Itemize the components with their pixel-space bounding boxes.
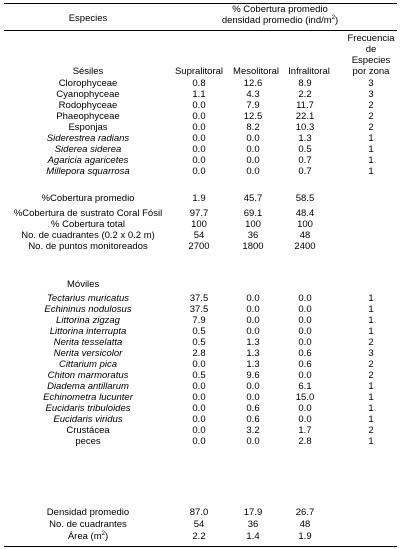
species-name: Cyanophyceae [56,89,120,100]
cell-meso: 17.9 [243,507,263,518]
cell-meso: 12.5 [243,111,263,122]
header-rule [4,30,397,31]
table-row [0,326,401,337]
cell-infra: 1.7 [298,425,312,436]
cell-supra: 0.0 [192,133,206,144]
cell-freq: 2 [368,425,374,436]
cell-freq: 1 [368,155,374,166]
species-name: Diadema antillarum [47,381,129,392]
cell-supra: 2.8 [192,348,206,359]
species-name: Millepora squarrosa [46,166,130,177]
cell-infra: 1.9 [298,531,312,542]
cell-meso: 1.3 [246,348,260,359]
table-row [0,166,401,177]
cell-freq: 1 [368,403,374,414]
cell-meso: 0.0 [246,144,260,155]
cell-supra: 0.5 [192,326,206,337]
cell-meso: 0.0 [246,155,260,166]
cell-freq: 3 [368,348,374,359]
header-cobertura-line1: % Cobertura promedio [232,4,328,15]
summary-label: No. de puntos monitoreados [28,241,148,252]
cell-supra: 0.0 [192,166,206,177]
cell-infra: 100 [297,219,313,230]
table-row [0,304,401,315]
cell-infra: 0.0 [298,326,312,337]
table-row [0,348,401,359]
cell-supra: 0.0 [192,403,206,414]
cell-meso: 1.3 [246,337,260,348]
species-name: Echinometra lucunter [43,392,133,403]
species-name: Tectarius muricatus [46,293,129,304]
summary-label: %Cobertura promedio [41,193,135,204]
cell-freq: 2 [368,337,374,348]
cell-infra: 48 [299,519,311,530]
cell-supra: 0.0 [192,111,206,122]
cell-supra: 0.5 [192,370,206,381]
cell-supra: 0.0 [192,425,206,436]
cell-supra: 0.0 [192,414,206,425]
species-name: Littorina interrupta [49,326,127,337]
cell-supra: 2.2 [192,531,206,542]
table-row [0,403,401,414]
header-sesiles: Sésiles [72,66,104,77]
species-name: Siderestrea radians [46,133,130,144]
cell-supra: 54 [193,230,205,241]
cell-supra: 0.0 [192,392,206,403]
cell-meso: 0.6 [246,414,260,425]
table-row [0,381,401,392]
header-cobertura-line2: densidad promedio $(ind/m^2)$ [221,14,339,26]
cell-supra: 1.1 [192,89,206,100]
cell-supra: 37.5 [189,293,209,304]
cell-meso: 45.7 [243,193,263,204]
cell-supra: 0.0 [192,155,206,166]
cell-freq: 1 [368,392,374,403]
cell-freq: 1 [368,436,374,447]
cell-infra: 0.6 [298,348,312,359]
cell-meso: 0.0 [246,133,260,144]
cell-supra: 0.8 [192,78,206,89]
cell-supra: 0.0 [192,100,206,111]
header-moviles: Móviles [67,279,100,290]
cell-freq: 1 [368,133,374,144]
cell-supra: 87.0 [189,507,209,518]
cell-meso: 0.0 [246,381,260,392]
cell-infra: 22.1 [295,111,315,122]
species-name: Chiton marmoratus [47,370,129,381]
summary-row [0,208,401,219]
cell-meso: 0.0 [246,315,260,326]
cell-infra: 0.5 [298,144,312,155]
cell-infra: 0.0 [298,414,312,425]
species-name: Crustácea [66,425,110,436]
cell-supra: 54 [193,519,205,530]
table-row [0,144,401,155]
cell-infra: 0.0 [298,304,312,315]
cell-supra: 0.0 [192,144,206,155]
cell-infra: 0.0 [298,293,312,304]
summary-row [0,507,401,518]
summary-row [0,531,401,542]
cell-supra: 2700 [188,241,210,252]
header-col-meso: Mesolitoral [233,66,279,77]
summary-row [0,193,401,204]
species-name: Esponjas [68,122,108,133]
cell-freq: 2 [368,100,374,111]
species-name: Littorina zigzag [56,315,120,326]
cell-infra: 48.4 [295,208,315,219]
bottom-rule [4,546,397,547]
cell-infra: 48 [299,230,311,241]
table-row [0,155,401,166]
cell-supra: 7.9 [192,315,206,326]
species-name: peces [75,436,101,447]
table-row [0,370,401,381]
cell-infra: 2.8 [298,436,312,447]
cell-freq: 1 [368,326,374,337]
cell-meso: 1800 [242,241,264,252]
summary-row [0,241,401,252]
cell-supra: 1.9 [192,193,206,204]
cell-supra: 0.0 [192,122,206,133]
summary-row [0,519,401,530]
cell-infra: 1.3 [298,133,312,144]
cell-supra: 0.5 [192,337,206,348]
table-row [0,100,401,111]
species-name: Eucidaris tribuloides [45,403,131,414]
cell-meso: 36 [247,519,259,530]
cell-meso: 8.2 [246,122,260,133]
table-row [0,111,401,122]
species-name: Siderea siderea [54,144,122,155]
cell-meso: 0.0 [246,326,260,337]
cell-supra: 100 [191,219,207,230]
cell-freq: 2 [368,359,374,370]
table-row [0,315,401,326]
species-name: Clorophyceae [58,78,118,89]
table-row [0,78,401,89]
cell-supra: 0.0 [192,359,206,370]
summary-label: No. de cuadrantes [49,519,127,530]
cell-infra: 58.5 [295,193,315,204]
header-frecuencia-1: Frecuencia [347,33,395,44]
cell-freq: 1 [368,144,374,155]
summary-row [0,219,401,230]
cell-meso: 4.3 [246,89,260,100]
cell-meso: 1.3 [246,359,260,370]
cell-freq: 1 [368,166,374,177]
cell-freq: 2 [368,370,374,381]
summary-label: No. de cuadrantes (0.2 x 0.2 m) [21,230,155,241]
cell-supra: 0.0 [192,381,206,392]
cell-infra: 6.1 [298,381,312,392]
cell-freq: 2 [368,122,374,133]
species-name: Agaricia agaricetes [47,155,129,166]
cell-meso: 0.0 [246,293,260,304]
cell-freq: 1 [368,315,374,326]
table-row [0,425,401,436]
cell-infra: 0.0 [298,403,312,414]
header-col-supra: Supralitoral [174,66,224,77]
cell-infra: 0.0 [298,337,312,348]
cell-meso: 0.0 [246,304,260,315]
table-row [0,392,401,403]
summary-label: Densidad promedio [46,507,130,518]
header-frecuencia-4: por zona [352,66,390,77]
cell-freq: 1 [368,414,374,425]
table-row [0,436,401,447]
cell-freq: 3 [368,78,374,89]
cell-freq: 1 [368,304,374,315]
cell-infra: 8.9 [298,78,312,89]
cell-infra: 0.0 [298,370,312,381]
cell-infra: 10.3 [295,122,315,133]
cell-infra: 2400 [294,241,316,252]
species-name: Nerita tesselatta [53,337,123,348]
cell-meso: 7.9 [246,100,260,111]
cell-supra: 37.5 [189,304,209,315]
cell-supra: 97.7 [189,208,209,219]
species-name: Cittarium pica [58,359,118,370]
cell-meso: 0.0 [246,392,260,403]
table-row [0,337,401,348]
cell-infra: 11.7 [296,100,314,111]
cell-meso: 0.0 [246,436,260,447]
table-row [0,122,401,133]
table-row [0,293,401,304]
cell-meso: 12.6 [243,78,263,89]
species-name: Rodophyceae [58,100,118,111]
cell-meso: 100 [245,219,261,230]
table-row [0,133,401,144]
table-row [0,414,401,425]
cell-infra: 15.0 [295,392,315,403]
header-especies: Especies [68,13,108,24]
species-name: Phaeophyceae [56,111,120,122]
summary-label: % Cobertura total [51,219,125,230]
cell-infra: 0.7 [298,166,312,177]
species-name: Eucidaris viridus [53,414,123,425]
header-frecuencia-3: Especies [351,55,391,66]
cell-meso: 0.6 [246,403,260,414]
cell-infra: 26.7 [295,507,315,518]
cell-infra: 0.6 [298,359,312,370]
header-frecuencia-2: de [365,44,377,55]
table-row [0,89,401,100]
cell-meso: 69.1 [243,208,263,219]
cell-meso: 1.4 [246,531,260,542]
table-row [0,359,401,370]
summary-label: %Cobertura de sustrato Coral Fósil [13,208,163,219]
species-name: Nerita versicolor [53,348,123,359]
cell-infra: 0.7 [298,155,312,166]
cell-freq: 2 [368,111,374,122]
header-col-infra: Infralitoral [288,66,330,77]
cell-infra: 2.2 [298,89,312,100]
cell-supra: 0.0 [192,436,206,447]
cell-freq: 1 [368,293,374,304]
cell-meso: 36 [247,230,259,241]
species-name: Echininus nodulosus [44,304,132,315]
summary-label: Área $(m^2)$ [67,530,109,542]
summary-row [0,230,401,241]
cell-meso: 0.0 [246,166,260,177]
cell-infra: 0.0 [298,315,312,326]
cell-freq: 3 [368,89,374,100]
cell-meso: 9.6 [246,370,260,381]
cell-meso: 3.2 [246,425,260,436]
cell-freq: 1 [368,381,374,392]
